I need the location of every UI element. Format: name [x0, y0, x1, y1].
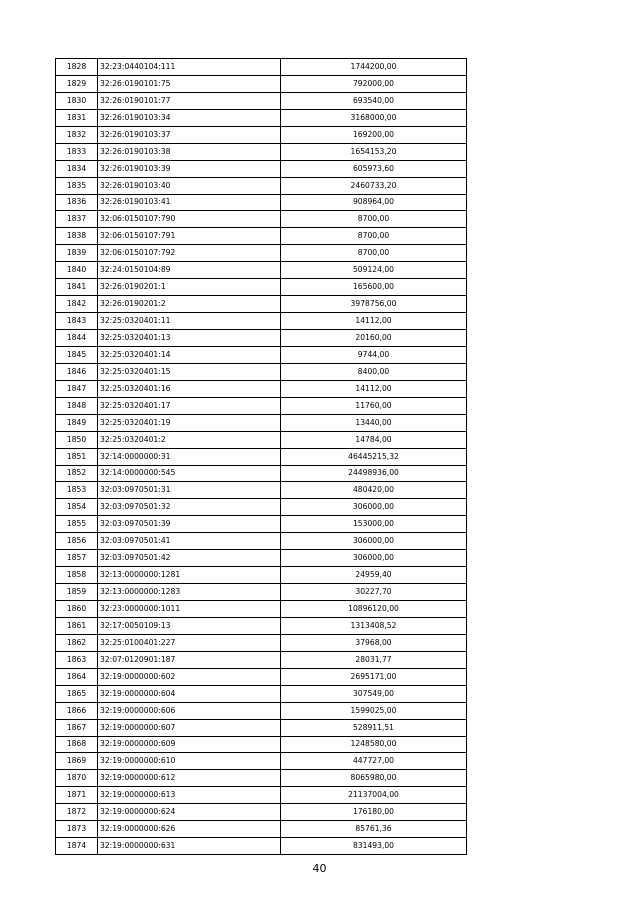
value-cell: 447727,00 — [281, 753, 467, 770]
table-row — [56, 448, 467, 465]
cadastral-number-cell: 32:19:0000000:631 — [98, 838, 281, 855]
value-cell: 306000,00 — [281, 550, 467, 567]
table-row — [56, 262, 467, 279]
cadastral-number-cell: 32:06:0150107:790 — [98, 211, 281, 228]
value-cell: 8700,00 — [281, 211, 467, 228]
row-number-cell: 1851 — [56, 448, 98, 465]
value-cell: 831493,00 — [281, 838, 467, 855]
table-row — [56, 194, 467, 211]
table-row — [56, 465, 467, 482]
table-row — [56, 228, 467, 245]
row-number-cell: 1861 — [56, 617, 98, 634]
cadastral-number-cell: 32:26:0190103:37 — [98, 126, 281, 143]
value-cell: 693540,00 — [281, 92, 467, 109]
cadastral-number-cell: 32:26:0190103:41 — [98, 194, 281, 211]
cadastral-number-cell: 32:03:0970501:31 — [98, 482, 281, 499]
value-cell: 10896120,00 — [281, 601, 467, 618]
value-cell: 85761,36 — [281, 821, 467, 838]
cadastral-number-cell: 32:03:0970501:42 — [98, 550, 281, 567]
value-cell: 306000,00 — [281, 533, 467, 550]
row-number-cell: 1846 — [56, 363, 98, 380]
table-row — [56, 651, 467, 668]
row-number-cell: 1852 — [56, 465, 98, 482]
value-cell: 3168000,00 — [281, 109, 467, 126]
cadastral-number-cell: 32:06:0150107:791 — [98, 228, 281, 245]
table-row — [56, 567, 467, 584]
value-cell: 24498936,00 — [281, 465, 467, 482]
row-number-cell: 1866 — [56, 702, 98, 719]
table-row — [56, 770, 467, 787]
row-number-cell: 1871 — [56, 787, 98, 804]
cadastral-number-cell: 32:26:0190201:1 — [98, 279, 281, 296]
cadastral-number-cell: 32:19:0000000:607 — [98, 719, 281, 736]
table-row — [56, 736, 467, 753]
table-row — [56, 702, 467, 719]
row-number-cell: 1839 — [56, 245, 98, 262]
value-cell: 3978756,00 — [281, 296, 467, 313]
table-row — [56, 550, 467, 567]
value-cell: 21137004,00 — [281, 787, 467, 804]
table-row — [56, 753, 467, 770]
cadastral-number-cell: 32:26:0190101:75 — [98, 75, 281, 92]
value-cell: 30227,70 — [281, 584, 467, 601]
row-number-cell: 1872 — [56, 804, 98, 821]
value-cell: 169200,00 — [281, 126, 467, 143]
value-cell: 14112,00 — [281, 380, 467, 397]
table-row — [56, 482, 467, 499]
value-cell: 14784,00 — [281, 431, 467, 448]
value-cell: 605973,60 — [281, 160, 467, 177]
value-cell: 1248580,00 — [281, 736, 467, 753]
cadastral-number-cell: 32:26:0190103:38 — [98, 143, 281, 160]
table-row — [56, 109, 467, 126]
page-number: 40 — [312, 862, 327, 875]
value-cell: 165600,00 — [281, 279, 467, 296]
row-number-cell: 1831 — [56, 109, 98, 126]
cadastral-number-cell: 32:25:0320401:11 — [98, 313, 281, 330]
row-number-cell: 1848 — [56, 397, 98, 414]
cadastral-number-cell: 32:06:0150107:792 — [98, 245, 281, 262]
cadastral-number-cell: 32:23:0000000:1011 — [98, 601, 281, 618]
table-row — [56, 346, 467, 363]
table-row — [56, 211, 467, 228]
row-number-cell: 1869 — [56, 753, 98, 770]
value-cell: 1744200,00 — [281, 59, 467, 76]
row-number-cell: 1864 — [56, 668, 98, 685]
row-number-cell: 1857 — [56, 550, 98, 567]
cadastral-number-cell: 32:03:0970501:32 — [98, 499, 281, 516]
cadastral-number-cell: 32:07:0120901:187 — [98, 651, 281, 668]
table-row — [56, 397, 467, 414]
table-row — [56, 821, 467, 838]
cadastral-number-cell: 32:26:0190103:34 — [98, 109, 281, 126]
cadastral-number-cell: 32:19:0000000:613 — [98, 787, 281, 804]
table-row — [56, 414, 467, 431]
cadastral-number-cell: 32:03:0970501:41 — [98, 533, 281, 550]
table-row — [56, 431, 467, 448]
cadastral-number-cell: 32:26:0190103:40 — [98, 177, 281, 194]
table-row — [56, 804, 467, 821]
cadastral-value-table — [55, 58, 467, 855]
table-row — [56, 838, 467, 855]
cadastral-number-cell: 32:19:0000000:609 — [98, 736, 281, 753]
table-row — [56, 584, 467, 601]
row-number-cell: 1835 — [56, 177, 98, 194]
row-number-cell: 1832 — [56, 126, 98, 143]
table-row — [56, 363, 467, 380]
table-row — [56, 245, 467, 262]
row-number-cell: 1842 — [56, 296, 98, 313]
table-row — [56, 296, 467, 313]
value-cell: 2460733,20 — [281, 177, 467, 194]
cadastral-number-cell: 32:25:0320401:14 — [98, 346, 281, 363]
row-number-cell: 1836 — [56, 194, 98, 211]
value-cell: 908964,00 — [281, 194, 467, 211]
table-row — [56, 330, 467, 347]
cadastral-number-cell: 32:03:0970501:39 — [98, 516, 281, 533]
value-cell: 8400,00 — [281, 363, 467, 380]
row-number-cell: 1874 — [56, 838, 98, 855]
cadastral-number-cell: 32:25:0320401:16 — [98, 380, 281, 397]
table-row — [56, 668, 467, 685]
table-row — [56, 516, 467, 533]
row-number-cell: 1828 — [56, 59, 98, 76]
table-row — [56, 787, 467, 804]
value-cell: 528911,51 — [281, 719, 467, 736]
row-number-cell: 1855 — [56, 516, 98, 533]
table-row — [56, 601, 467, 618]
table-row — [56, 380, 467, 397]
table-row — [56, 634, 467, 651]
table-row — [56, 143, 467, 160]
cadastral-number-cell: 32:26:0190101:77 — [98, 92, 281, 109]
value-cell: 13440,00 — [281, 414, 467, 431]
cadastral-number-cell: 32:25:0320401:17 — [98, 397, 281, 414]
row-number-cell: 1873 — [56, 821, 98, 838]
row-number-cell: 1840 — [56, 262, 98, 279]
table-row — [56, 126, 467, 143]
cadastral-number-cell: 32:19:0000000:602 — [98, 668, 281, 685]
cadastral-number-cell: 32:13:0000000:1281 — [98, 567, 281, 584]
row-number-cell: 1850 — [56, 431, 98, 448]
value-cell: 11760,00 — [281, 397, 467, 414]
row-number-cell: 1843 — [56, 313, 98, 330]
table-row — [56, 92, 467, 109]
cadastral-number-cell: 32:19:0000000:606 — [98, 702, 281, 719]
cadastral-number-cell: 32:23:0440104:111 — [98, 59, 281, 76]
row-number-cell: 1865 — [56, 685, 98, 702]
value-cell: 176180,00 — [281, 804, 467, 821]
value-cell: 37968,00 — [281, 634, 467, 651]
cadastral-number-cell: 32:13:0000000:1283 — [98, 584, 281, 601]
row-number-cell: 1838 — [56, 228, 98, 245]
row-number-cell: 1868 — [56, 736, 98, 753]
table-row — [56, 617, 467, 634]
value-cell: 8065980,00 — [281, 770, 467, 787]
row-number-cell: 1860 — [56, 601, 98, 618]
table-row — [56, 177, 467, 194]
row-number-cell: 1844 — [56, 330, 98, 347]
value-cell: 792000,00 — [281, 75, 467, 92]
cadastral-number-cell: 32:25:0320401:13 — [98, 330, 281, 347]
row-number-cell: 1829 — [56, 75, 98, 92]
row-number-cell: 1867 — [56, 719, 98, 736]
row-number-cell: 1830 — [56, 92, 98, 109]
table-row — [56, 59, 467, 76]
row-number-cell: 1863 — [56, 651, 98, 668]
cadastral-number-cell: 32:14:0000000:31 — [98, 448, 281, 465]
value-cell: 2695171,00 — [281, 668, 467, 685]
row-number-cell: 1856 — [56, 533, 98, 550]
row-number-cell: 1870 — [56, 770, 98, 787]
value-cell: 8700,00 — [281, 228, 467, 245]
table-row — [56, 719, 467, 736]
cadastral-number-cell: 32:25:0320401:2 — [98, 431, 281, 448]
row-number-cell: 1858 — [56, 567, 98, 584]
row-number-cell: 1853 — [56, 482, 98, 499]
cadastral-number-cell: 32:19:0000000:612 — [98, 770, 281, 787]
row-number-cell: 1845 — [56, 346, 98, 363]
cadastral-number-cell: 32:14:0000000:545 — [98, 465, 281, 482]
row-number-cell: 1859 — [56, 584, 98, 601]
table-row — [56, 313, 467, 330]
value-cell: 307549,00 — [281, 685, 467, 702]
value-cell: 1599025,00 — [281, 702, 467, 719]
row-number-cell: 1862 — [56, 634, 98, 651]
cadastral-number-cell: 32:26:0190103:39 — [98, 160, 281, 177]
cadastral-number-cell: 32:17:0050109:13 — [98, 617, 281, 634]
value-cell: 306000,00 — [281, 499, 467, 516]
value-cell: 46445215,32 — [281, 448, 467, 465]
value-cell: 9744,00 — [281, 346, 467, 363]
value-cell: 153000,00 — [281, 516, 467, 533]
row-number-cell: 1841 — [56, 279, 98, 296]
row-number-cell: 1833 — [56, 143, 98, 160]
value-cell: 28031,77 — [281, 651, 467, 668]
value-cell: 509124,00 — [281, 262, 467, 279]
value-cell: 8700,00 — [281, 245, 467, 262]
value-cell: 1313408,52 — [281, 617, 467, 634]
value-cell: 20160,00 — [281, 330, 467, 347]
value-cell: 14112,00 — [281, 313, 467, 330]
row-number-cell: 1834 — [56, 160, 98, 177]
cadastral-number-cell: 32:19:0000000:604 — [98, 685, 281, 702]
value-cell: 1654153,20 — [281, 143, 467, 160]
value-cell: 480420,00 — [281, 482, 467, 499]
cadastral-number-cell: 32:25:0320401:19 — [98, 414, 281, 431]
row-number-cell: 1854 — [56, 499, 98, 516]
cadastral-number-cell: 32:24:0150104:89 — [98, 262, 281, 279]
cadastral-number-cell: 32:25:0100401:227 — [98, 634, 281, 651]
cadastral-number-cell: 32:19:0000000:626 — [98, 821, 281, 838]
table-row — [56, 75, 467, 92]
row-number-cell: 1849 — [56, 414, 98, 431]
table-row — [56, 685, 467, 702]
table-row — [56, 533, 467, 550]
cadastral-number-cell: 32:26:0190201:2 — [98, 296, 281, 313]
table-row — [56, 499, 467, 516]
cadastral-number-cell: 32:25:0320401:15 — [98, 363, 281, 380]
table-row — [56, 279, 467, 296]
table-body — [56, 59, 467, 855]
cadastral-number-cell: 32:19:0000000:624 — [98, 804, 281, 821]
table-row — [56, 160, 467, 177]
cadastral-number-cell: 32:19:0000000:610 — [98, 753, 281, 770]
row-number-cell: 1847 — [56, 380, 98, 397]
row-number-cell: 1837 — [56, 211, 98, 228]
value-cell: 24959,40 — [281, 567, 467, 584]
